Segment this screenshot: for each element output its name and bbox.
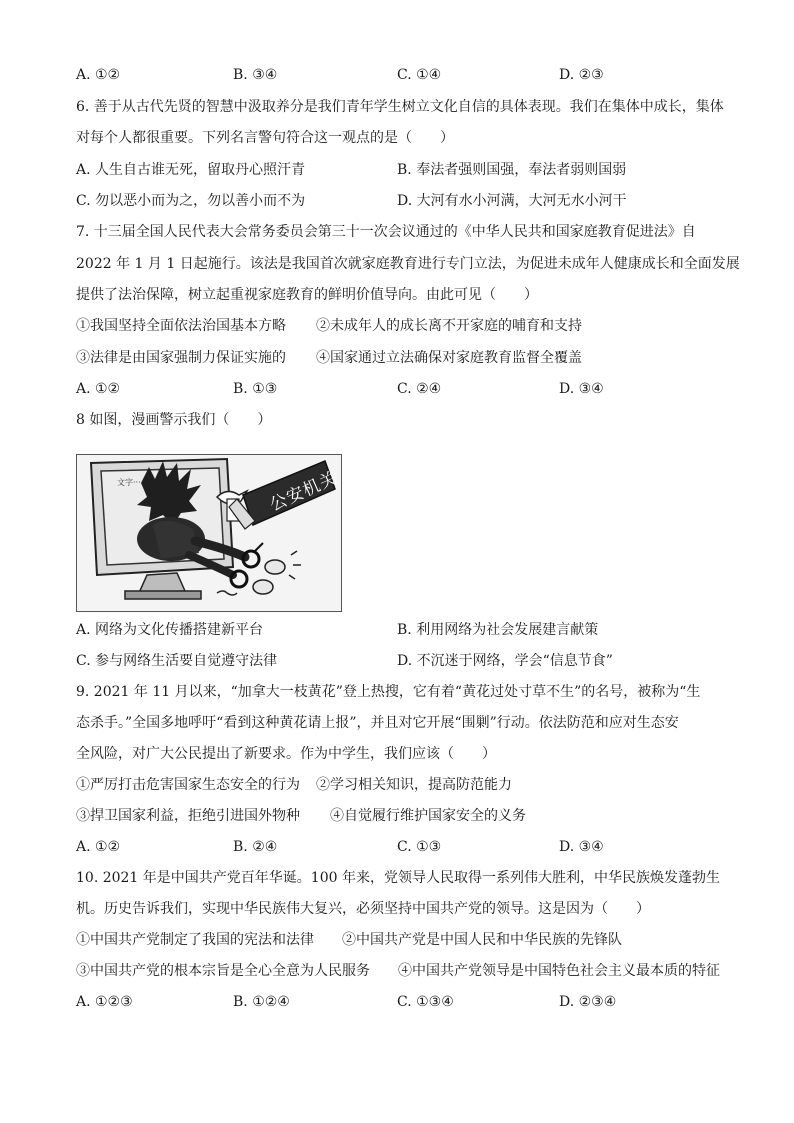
q9-statement-3: ③捍卫国家利益，拒绝引进国外物种 <box>76 808 300 824</box>
q10-option-d: D. ②③④ <box>559 994 617 1010</box>
q8-option-d: D. 不沉迷于网络，学会“信息节食” <box>397 653 613 669</box>
q9-stem-line2: 态杀手。”全国多地呼吁“看到这种黄花请上报”，并且对它开展“围剿”行动。依法防范和应对生态安 <box>76 715 679 731</box>
q7-option-c: C. ②④ <box>397 381 442 397</box>
q7-stem-line1: 7. 十三届全国人民代表大会常务委员会第三十一次会议通过的《中华人民共和国家庭教育促进法》自 <box>76 224 696 240</box>
q8-option-b: B. 利用网络为社会发展建言献策 <box>397 622 599 638</box>
q5-option-a: A. ①② <box>76 67 121 83</box>
q9-stem-line1: 9. 2021 年 11 月以来，“加拿大一枝黄花”登上热搜，它有着“黄花过处寸草不生”的名号，被称为“生 <box>76 684 701 700</box>
q10-statement-4: ④中国共产党领导是中国特色社会主义最本质的特征 <box>398 963 720 979</box>
q10-stem-line1: 10. 2021 年是中国共产党百年华诞。100 年来，党领导人民取得一系列伟大胜利，中华民族焕发蓬勃生 <box>76 870 720 886</box>
q9-statement-4: ④自觉履行维护国家安全的义务 <box>330 808 526 824</box>
q10-option-c: C. ①③④ <box>397 994 454 1010</box>
q8-option-c: C. 参与网络生活要自觉遵守法律 <box>76 653 278 669</box>
q5-option-b: B. ③④ <box>233 67 278 83</box>
q10-statement-1: ①中国共产党制定了我国的宪法和法律 <box>76 932 314 948</box>
q9-option-b: B. ②④ <box>233 839 278 855</box>
q10-statement-2: ②中国共产党是中国人民和中华民族的先锋队 <box>342 932 622 948</box>
cartoon-image <box>76 454 342 612</box>
q6-option-b: B. 奉法者强则国强，奉法者弱则国弱 <box>397 162 627 178</box>
q7-option-b: B. ①③ <box>233 381 278 397</box>
q7-option-d: D. ③④ <box>559 381 604 397</box>
q9-statement-2: ②学习相关知识，提高防范能力 <box>316 777 512 793</box>
q7-stem-line2: 2022 年 1 月 1 日起施行。该法是我国首次就家庭教育进行专门立法，为促进未成年人健康成长和全面发展 <box>76 256 740 272</box>
q9-option-d: D. ③④ <box>559 839 604 855</box>
q8-stem: 8 如图，漫画警示我们（ ） <box>76 412 272 428</box>
q6-option-a: A. 人生自古谁无死，留取丹心照汗青 <box>76 162 306 178</box>
q6-stem-line1: 6. 善于从古代先贤的智慧中汲取养分是我们青年学生树立文化自信的具体表现。我们在集体中成长，集体 <box>76 99 724 115</box>
q5-option-d: D. ②③ <box>559 67 604 83</box>
q10-option-a: A. ①②③ <box>76 994 133 1010</box>
q7-statement-4: ④国家通过立法确保对家庭教育监督全覆盖 <box>316 350 582 366</box>
q9-option-c: C. ①③ <box>397 839 442 855</box>
cartoon-sign-text: 公安机关 <box>267 468 341 516</box>
q7-option-a: A. ①② <box>76 381 121 397</box>
q7-statement-3: ③法律是由国家强制力保证实施的 <box>76 350 286 366</box>
q7-statement-2: ②未成年人的成长离不开家庭的哺育和支持 <box>316 318 582 334</box>
q6-option-d: D. 大河有水小河满，大河无水小河干 <box>397 193 627 209</box>
q5-option-c: C. ①④ <box>397 67 442 83</box>
q7-stem-line3: 提供了法治保障，树立起重视家庭教育的鲜明价值导向。由此可见（ ） <box>76 287 538 303</box>
q10-stem-line2: 机。历史告诉我们，实现中华民族伟大复兴，必须坚持中国共产党的领导。这是因为（ ） <box>76 901 650 917</box>
q6-stem-line2: 对每个人都很重要。下列名言警句符合这一观点的是（ ） <box>76 130 454 146</box>
q7-statement-1: ①我国坚持全面依法治国基本方略 <box>76 318 286 334</box>
q9-stem-line3: 全风险，对广大公民提出了新要求。作为中学生，我们应该（ ） <box>76 746 496 762</box>
svg-text:文字···: 文字··· <box>117 478 141 487</box>
q10-option-b: B. ①②④ <box>233 994 290 1010</box>
q6-option-c: C. 勿以恶小而为之，勿以善小而不为 <box>76 193 306 209</box>
q8-option-a: A. 网络为文化传播搭建新平台 <box>76 622 264 638</box>
q10-statement-3: ③中国共产党的根本宗旨是全心全意为人民服务 <box>76 963 370 979</box>
q9-option-a: A. ①② <box>76 839 121 855</box>
q9-statement-1: ①严厉打击危害国家生态安全的行为 <box>76 777 300 793</box>
